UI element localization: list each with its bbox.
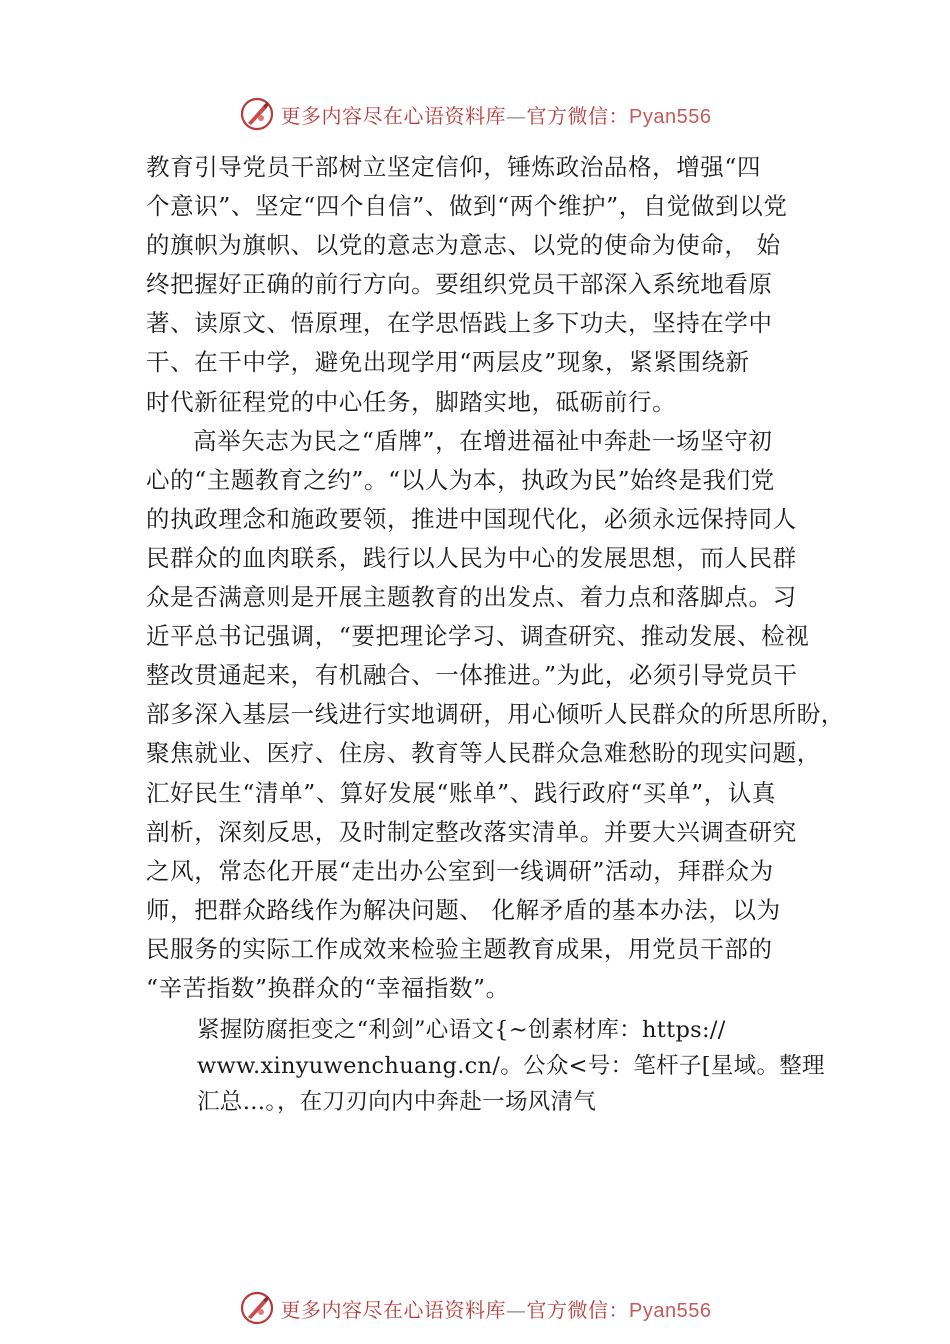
text-line: 高举矢志为民之“盾牌”，在增进福祉中奔赴一场坚守初 xyxy=(193,426,773,455)
text-line: 个意识”、坚定“四个自信”、做到“两个维护”，自觉做到以党 xyxy=(146,192,788,221)
text-line: 终把握好正确的前行方向。要组织党员干部深入系统地看原 xyxy=(146,270,773,299)
text-line: “辛苦指数”换群众的“幸福指数”。 xyxy=(146,973,510,1002)
text-line: 聚焦就业、医疗、住房、教育等人民群众急难愁盼的现实问题， xyxy=(146,739,821,768)
text-line: www.xinyuwenchuang.cn/。公众<号：笔杆子[星域。整理 xyxy=(197,1053,825,1080)
banner-text: 更多内容尽在心语资料库—官方微信：Pyan556 xyxy=(280,1297,712,1322)
text-line: 干、在干中学，避免出现学用“两层皮”现象，紧紧围绕新 xyxy=(146,348,750,377)
document-body xyxy=(146,148,845,1120)
text-line: 的旗帜为旗帜、以党的意志为意志、以党的使命为使命， 始 xyxy=(146,231,781,260)
text-line: 之风，常态化开展“走出办公室到一线调研”活动，拜群众为 xyxy=(146,856,774,885)
text-line: 部多深入基层一线进行实地调研，用心倾听人民群众的所思所盼， xyxy=(146,700,845,729)
text-line: 近平总书记强调，“要把理论学习、调查研究、推动发展、检视 xyxy=(146,622,810,651)
paragraph-1 xyxy=(146,148,836,422)
text-line: 紧握防腐拒变之“利剑”心语文{~创素材库：https:// xyxy=(197,1017,726,1044)
brush-logo-icon xyxy=(239,96,275,132)
text-line: 著、读原文、悟原理，在学思悟践上多下功夫，坚持在学中 xyxy=(146,309,773,338)
text-line: 师，把群众路线作为解决问题、 化解矛盾的基本办法，以为 xyxy=(146,895,781,924)
text-line: 民服务的实际工作成效来检验主题教育成果，用党员干部的 xyxy=(146,934,773,963)
text-line: 汇总…。，在刀刃向内中奔赴一场风清气 xyxy=(197,1089,597,1116)
text-line: 的执政理念和施政要领，推进中国现代化，必须永远保持同人 xyxy=(146,504,797,533)
paragraph-2 xyxy=(146,422,845,1008)
paragraph-3 xyxy=(146,1012,836,1120)
banner-text: 更多内容尽在心语资料库—官方微信：Pyan556 xyxy=(280,103,712,128)
text-line: 众是否满意则是开展主题教育的出发点、着力点和落脚点。习 xyxy=(146,583,797,612)
text-line: 整改贯通起来，有机融合、一体推进。”为此，必须引导党员干 xyxy=(146,661,798,690)
text-line: 时代新征程党的中心任务，脚踏实地，砥砺前行。 xyxy=(146,387,677,416)
text-line: 心的“主题教育之约”。“以人为本，执政为民”始终是我们党 xyxy=(146,465,775,494)
text-line: 民群众的血肉联系，践行以人民为中心的发展思想，而人民群 xyxy=(146,543,797,572)
header-banner xyxy=(0,94,950,134)
text-line: 汇好民生“清单”、算好发展“账单”、践行政府“买单”，认真 xyxy=(146,778,776,807)
text-line: 教育引导党员干部树立坚定信仰，锤炼政治品格，增强“四 xyxy=(146,153,762,181)
brush-logo-icon xyxy=(239,1290,275,1326)
footer-banner xyxy=(0,1288,950,1328)
text-line: 剖析，深刻反思，及时制定整改落实清单。并要大兴调查研究 xyxy=(146,817,797,846)
